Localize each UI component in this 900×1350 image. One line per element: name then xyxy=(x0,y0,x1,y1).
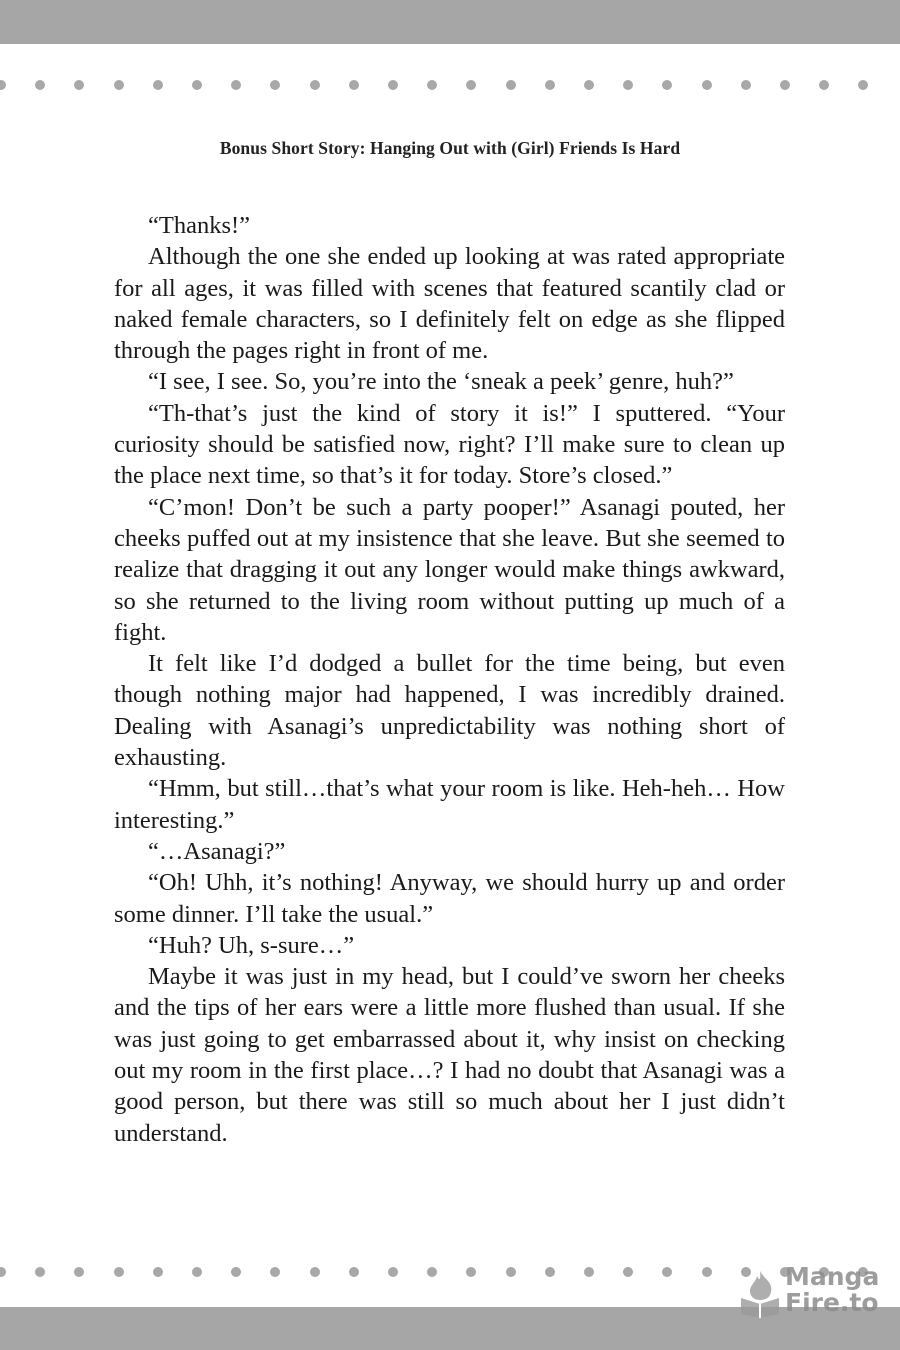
border-dot xyxy=(349,1267,359,1277)
border-dot xyxy=(310,80,320,90)
paragraph: “Oh! Uhh, it’s nothing! Anyway, we should hurry up and order some dinner. I’ll take the usual.” xyxy=(114,869,785,928)
border-dot xyxy=(819,80,829,90)
paragraph: “Th-that’s just the kind of story it is!” I sputtered. “Your curiosity should be satisfied now, right? I’ll make sure to clean up the place next time, so that’s it for today. Store’s closed.” xyxy=(114,399,785,490)
paragraph: Although the one she ended up looking at was rated appropriate for all ages, it was filled with scenes that featured scantily clad or naked female characters, so I definitely felt on edge as she flipped through the pages right in front of me. xyxy=(114,243,785,365)
story-text xyxy=(114,210,785,1149)
border-dot xyxy=(153,1267,163,1277)
border-dot xyxy=(270,1267,280,1277)
border-dot xyxy=(388,1267,398,1277)
border-dot xyxy=(584,1267,594,1277)
border-dot xyxy=(192,1267,202,1277)
paragraph: “Hmm, but still…that’s what your room is like. Heh-heh… How interesting.” xyxy=(114,775,785,834)
border-dot xyxy=(114,80,124,90)
border-dot xyxy=(270,80,280,90)
border-dot xyxy=(780,80,790,90)
border-dot xyxy=(623,80,633,90)
border-dot xyxy=(506,1267,516,1277)
top-gray-band xyxy=(0,0,900,44)
watermark-text xyxy=(785,1264,879,1316)
border-dot xyxy=(310,1267,320,1277)
border-dot xyxy=(662,1267,672,1277)
border-dot xyxy=(858,80,868,90)
paragraph: “Huh? Uh, s-sure…” xyxy=(148,931,355,959)
paragraph: Maybe it was just in my head, but I could’ve sworn her cheeks and the tips of her ears were a little more flushed than usual. If she was just going to get embarrassed about it, why insist on checking out my room in the first place…? I had no doubt that Asanagi was a good person, but there was still so much about her I just didn’t understand. xyxy=(114,963,785,1147)
border-dot xyxy=(231,80,241,90)
watermark-line-1: Manga xyxy=(785,1262,880,1291)
border-dot xyxy=(349,80,359,90)
paragraph: “I see, I see. So, you’re into the ‘sneak a peek’ genre, huh?” xyxy=(148,368,734,396)
border-dot xyxy=(545,1267,555,1277)
top-dot-border xyxy=(0,78,900,92)
border-dot xyxy=(35,80,45,90)
paragraph: “…Asanagi?” xyxy=(148,837,286,865)
border-dot xyxy=(662,80,672,90)
border-dot xyxy=(192,80,202,90)
paragraph: It felt like I’d dodged a bullet for the time being, but even though nothing major had happened, I was incredibly drained. Dealing with Asanagi’s unpredictability was nothing short of exhausting. xyxy=(114,650,785,772)
border-dot xyxy=(702,80,712,90)
border-dot xyxy=(153,80,163,90)
border-dot xyxy=(114,1267,124,1277)
border-dot xyxy=(74,80,84,90)
border-dot xyxy=(702,1267,712,1277)
manga-fire-logo-icon xyxy=(735,1268,785,1318)
running-head: Bonus Short Story: Hanging Out with (Girl) Friends Is Hard xyxy=(219,138,681,158)
border-dot xyxy=(0,80,6,90)
border-dot xyxy=(388,80,398,90)
border-dot xyxy=(427,80,437,90)
watermark xyxy=(735,1262,885,1322)
paragraph: “Thanks!” xyxy=(148,212,251,239)
border-dot xyxy=(231,1267,241,1277)
border-dot xyxy=(741,80,751,90)
border-dot xyxy=(623,1267,633,1277)
border-dot xyxy=(584,80,594,90)
border-dot xyxy=(35,1267,45,1277)
border-dot xyxy=(506,80,516,90)
border-dot xyxy=(545,80,555,90)
watermark-line-2: Fire.to xyxy=(785,1288,879,1317)
border-dot xyxy=(466,1267,476,1277)
border-dot xyxy=(466,80,476,90)
paragraph: “C’mon! Don’t be such a party pooper!” Asanagi pouted, her cheeks puffed out at my insistence that she leave. But she seemed to realize that dragging it out any longer would make things awkward, so she returned to the living room without putting up much of a fight. xyxy=(114,493,785,646)
border-dot xyxy=(427,1267,437,1277)
border-dot xyxy=(74,1267,84,1277)
border-dot xyxy=(0,1267,6,1277)
